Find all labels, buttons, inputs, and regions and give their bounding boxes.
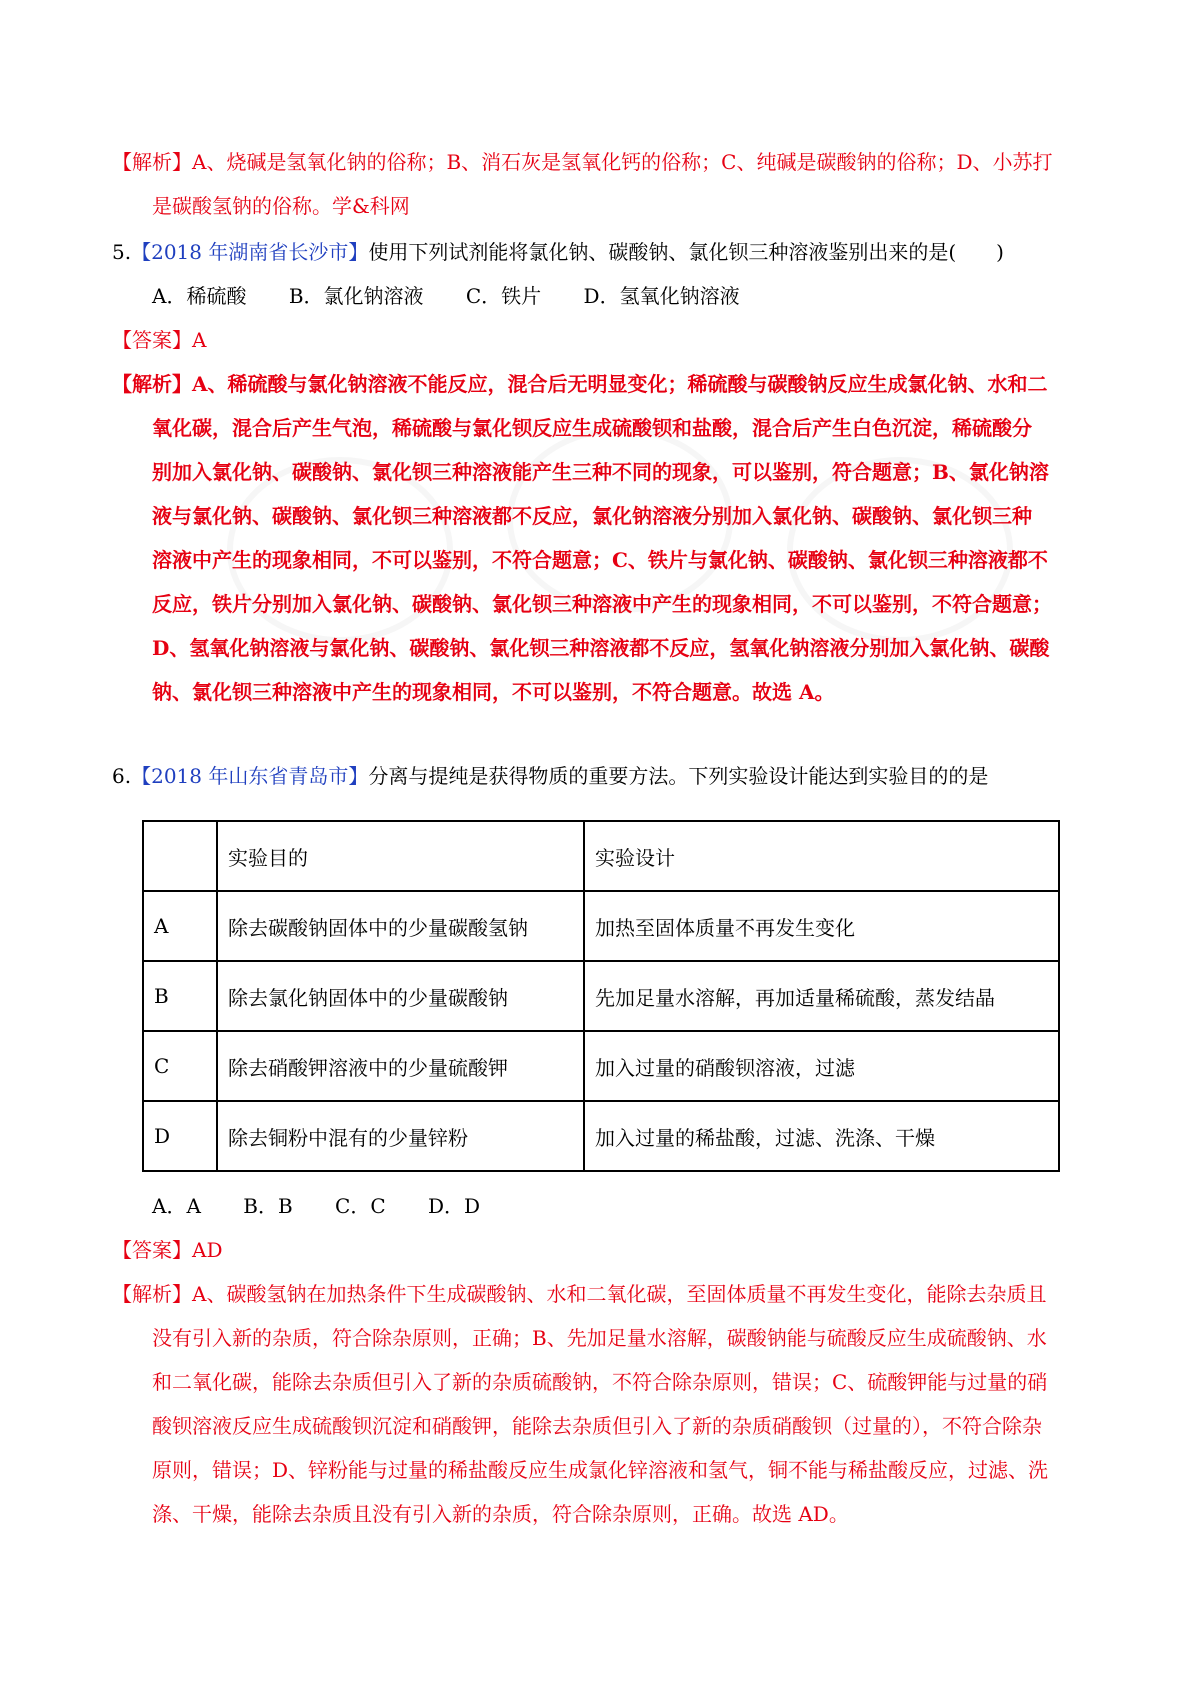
table-cell: D bbox=[143, 1101, 217, 1171]
q5-options bbox=[152, 280, 776, 309]
q5-answer-value: A bbox=[192, 328, 207, 352]
table-header-cell: 实验设计 bbox=[584, 821, 1059, 891]
table-row bbox=[143, 961, 1059, 1031]
q5-stem bbox=[112, 236, 1004, 265]
q6-analysis-line2: 没有引入新的杂质，符合除杂原则，正确；B、先加足量水溶解，碳酸钠能与硫酸反应生成硫酸钠、水 bbox=[152, 1326, 1047, 1350]
q5-analysis-line5: 溶液中产生的现象相同，不可以鉴别，不符合题意；C、铁片与氯化钠、碳酸钠、氯化钡三种溶液都不 bbox=[152, 548, 1048, 572]
q6-analysis-text1: A、碳酸氢钠在加热条件下生成碳酸钠、水和二氧化碳，至固体质量不再发生变化，能除去杂质且 bbox=[192, 1282, 1047, 1306]
q6-answer-value: AD bbox=[192, 1238, 223, 1262]
table-header-cell bbox=[143, 821, 217, 891]
table-cell: 先加足量水溶解，再加适量稀硫酸，蒸发结晶 bbox=[584, 961, 1059, 1031]
q6-option-b: B．B bbox=[243, 1194, 293, 1218]
q5-analysis-line8: 钠、氯化钡三种溶液中产生的现象相同，不可以鉴别，不符合题意。故选 A。 bbox=[152, 680, 835, 704]
q6-stem-text: 分离与提纯是获得物质的重要方法。下列实验设计能达到实验目的的是 bbox=[368, 764, 989, 788]
q6-option-a: A．A bbox=[152, 1194, 201, 1218]
q5-analysis-label: 【解析】 bbox=[112, 372, 192, 396]
table-cell: 除去硝酸钾溶液中的少量硫酸钾 bbox=[217, 1031, 584, 1101]
q6-stem bbox=[112, 760, 988, 789]
q6-options bbox=[152, 1190, 516, 1219]
q5-analysis-line4: 液与氯化钠、碳酸钠、氯化钡三种溶液都不反应，氯化钠溶液分别加入氯化钠、碳酸钠、氯化钡三种 bbox=[152, 504, 1032, 528]
table-cell: 加入过量的硝酸钡溶液，过滤 bbox=[584, 1031, 1059, 1101]
q6-answer bbox=[112, 1234, 222, 1263]
q5-answer-label: 【答案】 bbox=[112, 328, 192, 352]
table-cell: 加入过量的稀盐酸，过滤、洗涤、干燥 bbox=[584, 1101, 1059, 1171]
table-cell: 除去氯化钠固体中的少量碳酸钠 bbox=[217, 961, 584, 1031]
q5-stem-text: 使用下列试剂能将氯化钠、碳酸钠、氯化钡三种溶液鉴别出来的是( ) bbox=[368, 240, 1004, 264]
table-cell: 除去碳酸钠固体中的少量碳酸氢钠 bbox=[217, 891, 584, 961]
q6-number: 6. bbox=[112, 764, 132, 788]
q5-analysis-line6: 反应，铁片分别加入氯化钠、碳酸钠、氯化钡三种溶液中产生的现象相同，不可以鉴别，不符合题意； bbox=[152, 592, 1052, 616]
q4-analysis-text1: A、烧碱是氢氧化钠的俗称；B、消石灰是氢氧化钙的俗称；C、纯碱是碳酸钠的俗称；D、小苏打 bbox=[192, 150, 1053, 174]
q6-analysis-line1 bbox=[112, 1278, 1046, 1307]
q6-analysis-label: 【解析】 bbox=[112, 1282, 192, 1306]
q5-analysis-line3: 别加入氯化钠、碳酸钠、氯化钡三种溶液能产生三种不同的现象，可以鉴别，符合题意；B、氯化钠溶 bbox=[152, 460, 1049, 484]
table-row bbox=[143, 1101, 1059, 1171]
q6-analysis-line4: 酸钡溶液反应生成硫酸钡沉淀和硝酸钾，能除去杂质但引入了新的杂质硝酸钡（过量的），不符合除杂 bbox=[152, 1414, 1042, 1438]
q5-option-b: B．氯化钠溶液 bbox=[288, 284, 424, 308]
table-cell: 加热至固体质量不再发生变化 bbox=[584, 891, 1059, 961]
q6-analysis-line3: 和二氧化碳，能除去杂质但引入了新的杂质硫酸钠，不符合除杂原则，错误；C、硫酸钾能与过量的硝 bbox=[152, 1370, 1048, 1394]
q6-source: 【2018 年山东省青岛市】 bbox=[131, 764, 369, 788]
q6-option-d: D．D bbox=[427, 1194, 481, 1218]
table-cell: C bbox=[143, 1031, 217, 1101]
q5-analysis-line1 bbox=[112, 368, 1048, 397]
q4-analysis-label: 【解析】 bbox=[112, 150, 192, 174]
table-row bbox=[143, 1031, 1059, 1101]
q6-option-c: C．C bbox=[335, 1194, 386, 1218]
q5-option-d: D．氢氧化钠溶液 bbox=[583, 284, 740, 308]
table-header-cell: 实验目的 bbox=[217, 821, 584, 891]
q5-analysis-text1: A、稀硫酸与氯化钠溶液不能反应，混合后无明显变化；稀硫酸与碳酸钠反应生成氯化钠、水和二 bbox=[192, 372, 1048, 396]
q6-analysis-line6: 涤、干燥，能除去杂质且没有引入新的杂质，符合除杂原则，正确。故选 AD。 bbox=[152, 1502, 849, 1526]
q5-answer bbox=[112, 324, 206, 353]
table-cell: A bbox=[143, 891, 217, 961]
table-cell: 除去铜粉中混有的少量锌粉 bbox=[217, 1101, 584, 1171]
q5-option-c: C．铁片 bbox=[465, 284, 542, 308]
table-cell: B bbox=[143, 961, 217, 1031]
q5-analysis-line7: D、氢氧化钠溶液与氯化钠、碳酸钠、氯化钡三种溶液都不反应，氢氧化钠溶液分别加入氯化钠、碳酸 bbox=[152, 636, 1050, 660]
q4-analysis-line2: 是碳酸氢钠的俗称。学&科网 bbox=[152, 194, 410, 218]
q6-table bbox=[142, 820, 1060, 1172]
q5-number: 5. bbox=[112, 240, 132, 264]
q6-answer-label: 【答案】 bbox=[112, 1238, 192, 1262]
table-header-row bbox=[143, 821, 1059, 891]
table-row bbox=[143, 891, 1059, 961]
q4-analysis-line1 bbox=[112, 146, 1052, 175]
q5-source: 【2018 年湖南省长沙市】 bbox=[131, 240, 369, 264]
q5-analysis-line2: 氧化碳，混合后产生气泡，稀硫酸与氯化钡反应生成硫酸钡和盐酸，混合后产生白色沉淀，稀硫酸分 bbox=[152, 416, 1032, 440]
q5-option-a: A．稀硫酸 bbox=[152, 284, 247, 308]
q6-analysis-line5: 原则，错误；D、锌粉能与过量的稀盐酸反应生成氯化锌溶液和氢气，铜不能与稀盐酸反应，过滤、洗 bbox=[152, 1458, 1049, 1482]
